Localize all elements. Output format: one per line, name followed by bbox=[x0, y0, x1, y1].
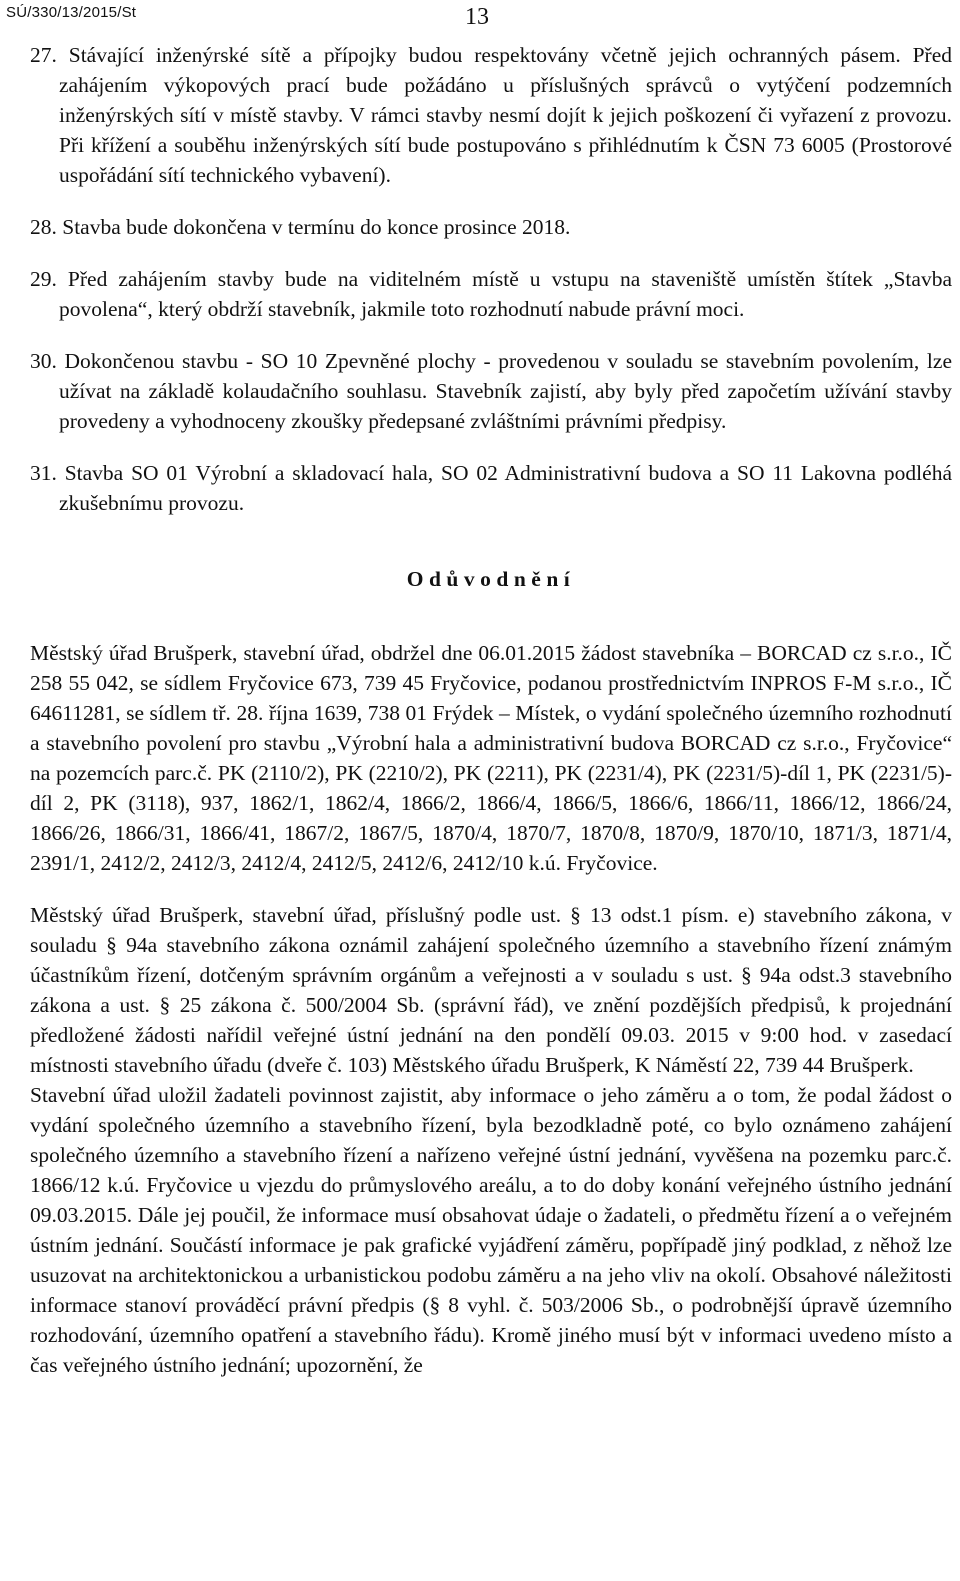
justification-paragraph-3: Stavební úřad uložil žadateli povinnost zajistit, aby informace o jeho záměru a o tom, že podal žádost o vydání společného územního a stavebního řízení, byla bezodkladně poté, co bylo oznámeno zahájení společného územního a stavebního řízení a nařízeno veřejné ústní jednání, vyvěšena na pozemku parc.č. 1866/12 k.ú. Fryčovice u vjezdu do průmyslového areálu, a to do doby konání veřejného ústního jednání 09.03.2015. Dále jej poučil, že informace musí obsahovat údaje o žadateli, o předmětu řízení a o veřejném ústním jednání. Součástí informace je pak grafické vyjádření záměru, popřípadě jiný podklad, z něhož lze usuzovat na architektonickou a urbanistickou podobu záměru a na jeho vliv na okolí. Obsahové náležitosti informace stanoví prováděcí právní předpis (§ 8 vyhl. č. 503/2006 Sb., o podrobnější úpravě územního rozhodování, územního opatření a stavebního řádu). Kromě jiného musí být v informaci uvedeno místo a čas veřejného ústního jednání; upozornění, že bbox=[30, 1083, 952, 1377]
condition-item-28: 28. Stavba bude dokončena v termínu do konce prosince 2018. bbox=[30, 215, 571, 239]
page-number: 13 bbox=[465, 4, 489, 30]
document-body bbox=[30, 40, 952, 1380]
justification-paragraph-2: Městský úřad Brušperk, stavební úřad, příslušný podle ust. § 13 odst.1 písm. e) stavebního zákona, v souladu § 94a stavebního zákona oznámil zahájení společného územního a stavebního řízení známým účastníkům řízení, dotčeným správním orgánům a veřejnosti a v souladu s ust. § 94a odst.3 stavebního zákona a ust. § 25 zákona č. 500/2004 Sb. (správní řád), ve znění pozdějších předpisů, k projednání předložené žádosti nařídil veřejné ústní jednání na den pondělí 09.03. 2015 v 9:00 hod. v zasedací místnosti stavebního úřadu (dveře č. 103) Městského úřadu Brušperk, K Náměstí 22, 739 44 Brušperk. bbox=[30, 903, 952, 1077]
condition-item-29: 29. Před zahájením stavby bude na viditelném místě u vstupu na staveniště umístěn štítek „Stavba povolena“, který obdrží stavebník, jakmile toto rozhodnutí nabude právní moci. bbox=[30, 267, 952, 321]
section-heading: Odůvodnění bbox=[406, 567, 576, 591]
document-reference: SÚ/330/13/2015/St bbox=[6, 4, 137, 21]
condition-item-27: 27. Stávající inženýrské sítě a přípojky budou respektovány včetně jejich ochranných pásem. Před zahájením výkopových prací bude požádáno u příslušných správců o vytýčení podzemních inženýrských sítí v místě stavby. V rámci stavby nesmí dojít k jejich poškození či vyřazení z provozu. Při křížení a souběhu inženýrských sítí bude postupováno s přihlédnutím k ČSN 73 6005 (Prostorové uspořádání sítí technického vybavení). bbox=[30, 43, 952, 187]
justification-paragraph-1: Městský úřad Brušperk, stavební úřad, obdržel dne 06.01.2015 žádost stavebníka – BORCAD cz s.r.o., IČ 258 55 042, se sídlem Fryčovice 673, 739 45 Fryčovice, podanou prostřednictvím INPROS F-M s.r.o., IČ 64611281, se sídlem tř. 28. října 1639, 738 01 Frýdek – Místek, o vydání společného územního rozhodnutí a stavebního povolení pro stavbu „Výrobní hala a administrativní budova BORCAD cz s.r.o., Fryčovice“ na pozemcích parc.č. PK (2110/2), PK (2210/2), PK (2211), PK (2231/4), PK (2231/5)-díl 1, PK (2231/5)-díl 2, PK (3118), 937, 1862/1, 1862/4, 1866/2, 1866/4, 1866/5, 1866/6, 1866/11, 1866/12, 1866/24, 1866/26, 1866/31, 1866/41, 1867/2, 1867/5, 1870/4, 1870/7, 1870/8, 1870/9, 1870/10, 1871/3, 1871/4, 2391/1, 2412/2, 2412/3, 2412/4, 2412/5, 2412/6, 2412/10 k.ú. Fryčovice. bbox=[30, 641, 952, 875]
condition-item-31: 31. Stavba SO 01 Výrobní a skladovací hala, SO 02 Administrativní budova a SO 11 Lakovna podléhá zkušebnímu provozu. bbox=[30, 461, 952, 515]
condition-item-30: 30. Dokončenou stavbu - SO 10 Zpevněné plochy - provedenou v souladu se stavebním povolením, lze užívat na základě kolaudačního souhlasu. Stavebník zajistí, aby byly před započetím užívání stavby provedeny a vyhodnoceny zkoušky předepsané zvláštními právními předpisy. bbox=[30, 349, 952, 433]
